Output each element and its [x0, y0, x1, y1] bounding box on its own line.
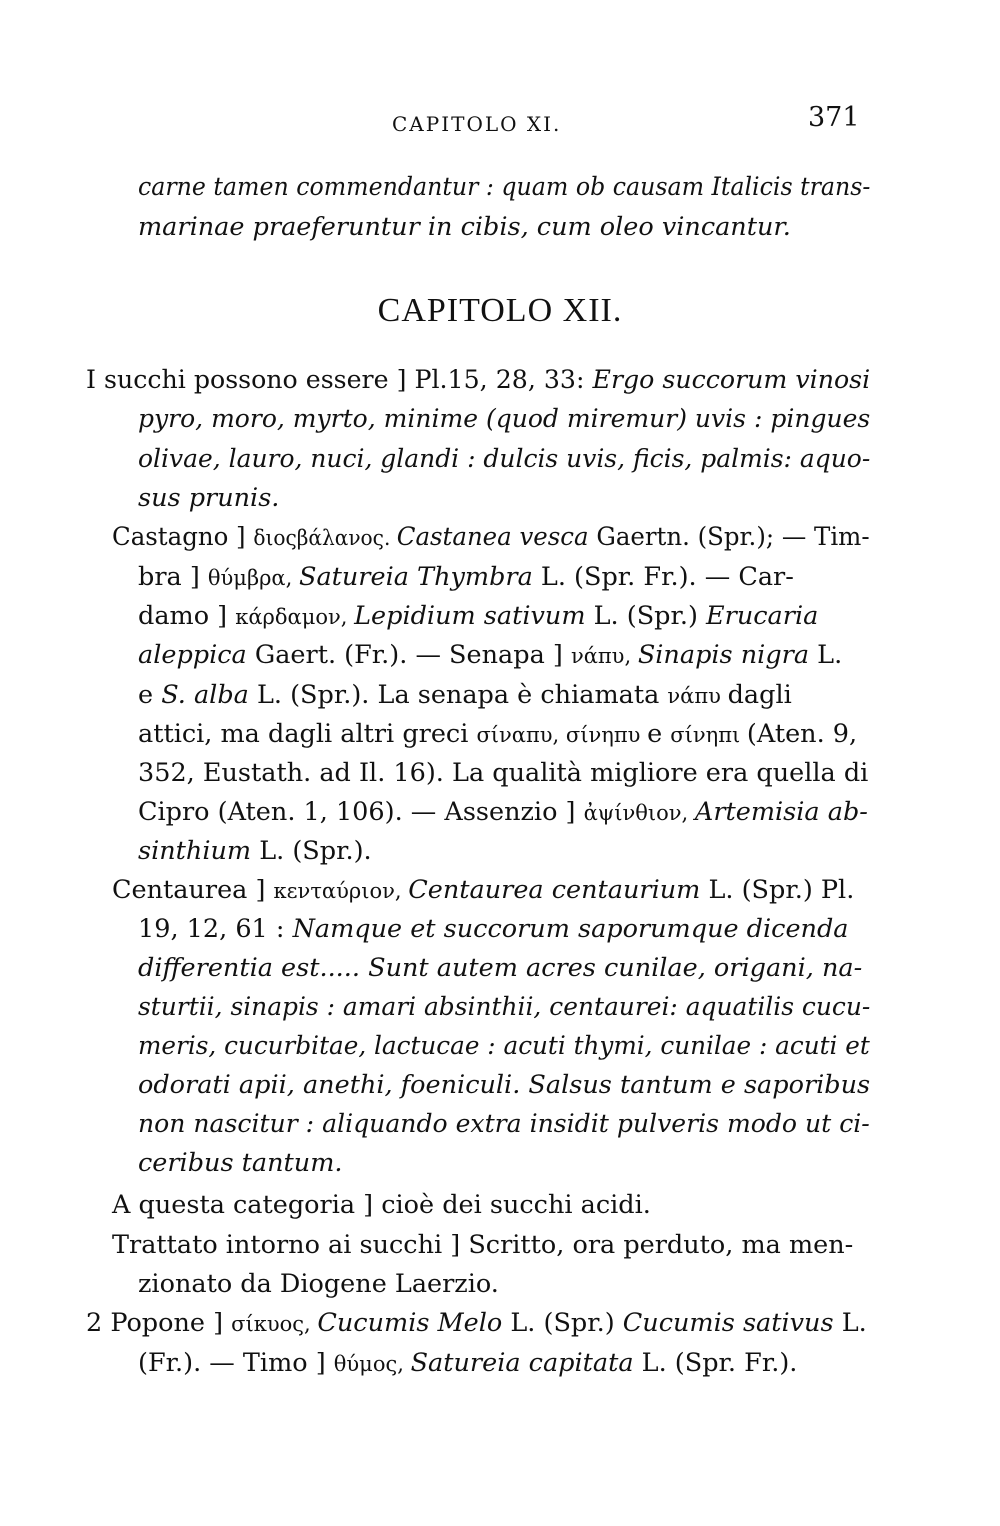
latin-italic-text: Namque et succorum saporumque dicenda [292, 914, 849, 944]
text-span: damo ] [138, 601, 236, 631]
greek-term: θύμος, [333, 1352, 411, 1376]
text-line [112, 522, 870, 553]
latin-italic-text: Sinapis nigra [637, 640, 818, 670]
text-line [138, 1031, 870, 1061]
text-span: bra ] [138, 562, 208, 592]
greek-term: νάπυ, [570, 644, 638, 668]
text-span: L. (Spr.). [259, 836, 372, 866]
text-span: L. [841, 1308, 867, 1338]
latin-italic-text: sinthium [138, 836, 260, 866]
latin-italic-text: pyro, moro, myrto, minime (quod miremur) uvis : pingues [138, 404, 871, 434]
latin-italic-text: Satureia Thymbra [298, 562, 541, 592]
greek-term: διοςβάλανος. [253, 526, 397, 550]
text-line [138, 992, 870, 1022]
text-span: Gaertn. (Spr.); — Tim- [596, 522, 870, 552]
latin-italic-text: differentia est..... Sunt autem acres cunilae, origani, na- [138, 953, 863, 983]
latin-italic-text: meris, cucurbitae, lactucae : acuti thymi, cunilae : acuti et [138, 1031, 870, 1061]
greek-term: σίναπυ, σίνηπυ [476, 723, 648, 747]
text-span: L. (Spr. Fr.). [641, 1348, 798, 1378]
text-line [112, 875, 854, 906]
latin-italic-text: aleppica [138, 640, 255, 670]
latin-italic-text: Castanea vesca [396, 522, 597, 552]
page-number: 371 [808, 102, 860, 133]
text-span: Gaert. (Fr.). — Senapa ] [254, 640, 571, 670]
text-span: zionato da Diogene Laerzio. [138, 1269, 499, 1299]
text-span: L. (Spr.) [593, 601, 707, 631]
text-line [138, 562, 794, 593]
text-span: attici, ma dagli altri greci [138, 719, 477, 749]
page-header [0, 100, 1000, 140]
text-span: Centaurea ] [112, 875, 274, 905]
greek-term: ἀψίνθιον, [583, 801, 695, 825]
latin-italic-text: Artemisia ab- [694, 797, 868, 827]
greek-term: νάπυ [667, 684, 728, 708]
latin-italic-text: Erucaria [706, 601, 819, 631]
latin-italic-text: carne tamen commendantur : quam ob causam Italicis trans- [138, 172, 871, 202]
text-line [138, 444, 870, 474]
text-span: Cipro (Aten. 1, 106). — Assenzio ] [138, 797, 584, 827]
text-line [138, 483, 279, 513]
text-span: Trattato intorno ai succhi ] Scritto, ora perduto, ma men- [112, 1230, 854, 1260]
text-span: e [138, 680, 162, 710]
text-span: dagli [727, 680, 792, 710]
latin-italic-text: ceribus tantum. [138, 1148, 343, 1178]
latin-italic-text: Lepidium sativum [354, 601, 594, 631]
text-span: L. (Spr. Fr.). — Car- [540, 562, 794, 592]
latin-italic-text: sus prunis. [138, 483, 280, 513]
latin-italic-text: olivae, lauro, nuci, glandi : dulcis uvis, ficis, palmis: aquo- [138, 444, 871, 474]
latin-italic-text: marinae praeferuntur in cibis, cum oleo vincantur. [138, 212, 791, 242]
text-span: L. (Spr.) Pl. [708, 875, 855, 905]
latin-italic-text: Satureia capitata [410, 1348, 642, 1378]
text-line [138, 953, 862, 983]
text-line [138, 601, 818, 632]
text-span: L. [817, 640, 843, 670]
latin-italic-text: Ergo succorum vinosi [592, 365, 871, 395]
text-span: I succhi possono essere ] Pl.15, 28, 33: [86, 365, 593, 395]
text-line [138, 404, 870, 434]
text-span: 2 Popone ] [86, 1308, 232, 1338]
greek-term: σίκυος, [231, 1312, 318, 1336]
text-span: A questa categoria ] cioè dei succhi acidi. [112, 1190, 651, 1220]
text-line [138, 1109, 870, 1139]
chapter-heading: CAPITOLO XII. [377, 292, 623, 329]
text-line [138, 836, 372, 866]
text-line [112, 1190, 651, 1220]
text-span: L. (Spr.) [510, 1308, 623, 1338]
text-line [138, 1348, 797, 1379]
greek-term: κενταύριον, [273, 879, 409, 903]
text-line [138, 212, 791, 242]
greek-term: σίνηπι [670, 723, 747, 747]
latin-italic-text: Cucumis Melo [317, 1308, 511, 1338]
text-line [138, 719, 857, 750]
text-line [138, 1148, 343, 1178]
text-line [138, 640, 842, 671]
latin-italic-text: S. alba [161, 680, 257, 710]
text-span: 352, Eustath. ad Il. 16). La qualità migliore era quella di [138, 758, 869, 788]
text-line [138, 914, 849, 944]
latin-italic-text: Cucumis sativus [622, 1308, 842, 1338]
text-span: 19, 12, 61 : [138, 914, 293, 944]
text-line [86, 365, 870, 395]
text-span: L. (Spr.). La senapa è chiamata [256, 680, 668, 710]
text-line [86, 1308, 867, 1339]
latin-italic-text: non nascitur : aliquando extra insidit pulveris modo ut ci- [138, 1109, 870, 1139]
text-line [138, 680, 792, 711]
greek-term: θύμβρα, [207, 566, 299, 590]
latin-italic-text: odorati apii, anethi, foeniculi. Salsus tantum e saporibus [138, 1070, 871, 1100]
text-line [138, 172, 870, 202]
text-span: e [647, 719, 671, 749]
text-line [138, 758, 868, 788]
greek-term: κάρδαμον, [235, 605, 355, 629]
text-span: (Fr.). — Timo ] [138, 1348, 334, 1378]
text-span: (Aten. 9, [746, 719, 858, 749]
latin-italic-text: Centaurea centaurium [408, 875, 709, 905]
running-title: CAPITOLO XI. [392, 112, 562, 136]
text-line [138, 797, 868, 828]
text-line [138, 1269, 499, 1299]
latin-italic-text: sturtii, sinapis : amari absinthii, centaurei: aquatilis cucu- [138, 992, 871, 1022]
text-line [112, 1230, 853, 1260]
text-line [138, 1070, 870, 1100]
text-span: Castagno ] [112, 522, 254, 552]
